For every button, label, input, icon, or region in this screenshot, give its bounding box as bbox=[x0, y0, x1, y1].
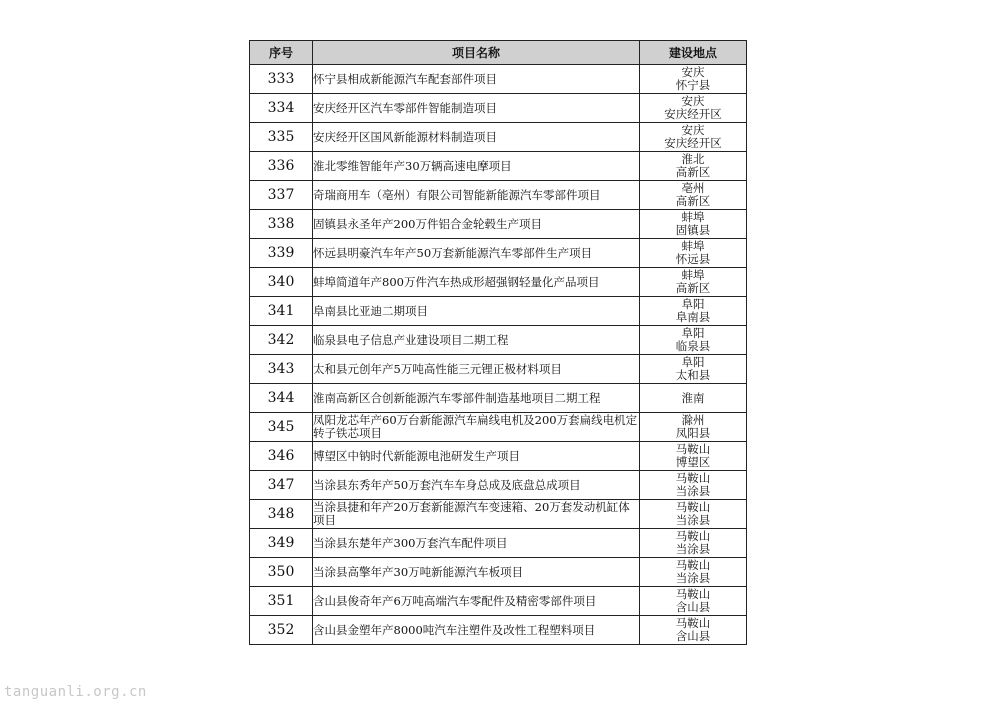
row-seq: 342 bbox=[250, 326, 313, 355]
location-city: 亳州 bbox=[681, 181, 705, 195]
row-location bbox=[640, 239, 747, 268]
row-seq: 338 bbox=[250, 210, 313, 239]
row-project-name: 阜南县比亚迪二期项目 bbox=[313, 297, 640, 326]
table-row bbox=[250, 529, 747, 558]
row-seq: 341 bbox=[250, 297, 313, 326]
row-seq: 348 bbox=[250, 500, 313, 529]
location-district: 含山县 bbox=[675, 629, 711, 643]
row-seq: 335 bbox=[250, 123, 313, 152]
location-city: 马鞍山 bbox=[675, 558, 711, 572]
table-row bbox=[250, 442, 747, 471]
row-seq: 347 bbox=[250, 471, 313, 500]
row-project-name: 当涂县东秀年产50万套汽车车身总成及底盘总成项目 bbox=[313, 471, 640, 500]
location-city: 马鞍山 bbox=[675, 500, 711, 514]
table-row bbox=[250, 239, 747, 268]
row-seq: 350 bbox=[250, 558, 313, 587]
row-location bbox=[640, 558, 747, 587]
row-project-name: 固镇县永圣年产200万件铝合金轮毂生产项目 bbox=[313, 210, 640, 239]
row-seq: 345 bbox=[250, 413, 313, 442]
row-location bbox=[640, 500, 747, 529]
row-seq: 352 bbox=[250, 616, 313, 645]
location-district: 固镇县 bbox=[675, 223, 711, 237]
table-body bbox=[250, 65, 747, 645]
location-city: 马鞍山 bbox=[675, 471, 711, 485]
location-city: 阜阳 bbox=[681, 326, 705, 340]
location-city: 蚌埠 bbox=[681, 268, 705, 282]
row-seq: 346 bbox=[250, 442, 313, 471]
row-location bbox=[640, 616, 747, 645]
row-project-name: 太和县元创年产5万吨高性能三元锂正极材料项目 bbox=[313, 355, 640, 384]
row-project-name: 含山县俊奇年产6万吨高端汽车零配件及精密零部件项目 bbox=[313, 587, 640, 616]
table-header-row bbox=[250, 41, 747, 65]
table-row bbox=[250, 384, 747, 413]
table-row bbox=[250, 558, 747, 587]
row-project-name: 临泉县电子信息产业建设项目二期工程 bbox=[313, 326, 640, 355]
row-project-name: 博望区中钠时代新能源电池研发生产项目 bbox=[313, 442, 640, 471]
location-city: 蚌埠 bbox=[681, 239, 705, 253]
row-location bbox=[640, 268, 747, 297]
location-district: 太和县 bbox=[675, 368, 711, 382]
row-project-name: 安庆经开区国风新能源材料制造项目 bbox=[313, 123, 640, 152]
row-location bbox=[640, 384, 747, 413]
row-location bbox=[640, 297, 747, 326]
location-city: 蚌埠 bbox=[681, 210, 705, 224]
table-row bbox=[250, 616, 747, 645]
table-row bbox=[250, 500, 747, 529]
table-row bbox=[250, 413, 747, 442]
location-city: 马鞍山 bbox=[675, 442, 711, 456]
row-location bbox=[640, 529, 747, 558]
location-district: 高新区 bbox=[675, 281, 711, 295]
header-location: 建设地点 bbox=[640, 41, 747, 65]
table-row bbox=[250, 297, 747, 326]
row-project-name: 怀远县明豪汽车年产50万套新能源汽车零部件生产项目 bbox=[313, 239, 640, 268]
location-city: 淮北 bbox=[681, 152, 705, 166]
row-seq: 339 bbox=[250, 239, 313, 268]
row-seq: 334 bbox=[250, 94, 313, 123]
location-city: 滁州 bbox=[681, 413, 705, 427]
row-location bbox=[640, 94, 747, 123]
location-district: 阜南县 bbox=[675, 310, 711, 324]
row-location bbox=[640, 181, 747, 210]
row-project-name: 含山县金塑年产8000吨汽车注塑件及改性工程塑料项目 bbox=[313, 616, 640, 645]
row-location bbox=[640, 587, 747, 616]
location-district: 当涂县 bbox=[675, 513, 711, 527]
header-name: 项目名称 bbox=[313, 41, 640, 65]
row-seq: 351 bbox=[250, 587, 313, 616]
table-row bbox=[250, 94, 747, 123]
table-row bbox=[250, 355, 747, 384]
row-location bbox=[640, 413, 747, 442]
table-row bbox=[250, 268, 747, 297]
location-city: 阜阳 bbox=[681, 297, 705, 311]
location-district: 怀宁县 bbox=[675, 78, 711, 92]
table-row bbox=[250, 152, 747, 181]
row-project-name: 当涂县高擎年产30万吨新能源汽车板项目 bbox=[313, 558, 640, 587]
row-project-name: 当涂县捷和年产20万套新能源汽车变速箱、20万套发动机缸体项目 bbox=[313, 500, 640, 529]
location-city: 马鞍山 bbox=[675, 529, 711, 543]
location-district: 当涂县 bbox=[675, 484, 711, 498]
location-city: 安庆 bbox=[681, 65, 705, 79]
location-district: 怀远县 bbox=[675, 252, 711, 266]
row-project-name: 凤阳龙芯年产60万台新能源汽车扁线电机及200万套扁线电机定转子铁芯项目 bbox=[313, 413, 640, 442]
row-project-name: 淮北零维智能年产30万辆高速电摩项目 bbox=[313, 152, 640, 181]
row-project-name: 淮南高新区合创新能源汽车零部件制造基地项目二期工程 bbox=[313, 384, 640, 413]
location-district: 安庆经开区 bbox=[664, 136, 722, 150]
location-city: 淮南 bbox=[681, 390, 705, 405]
row-project-name: 怀宁县相成新能源汽车配套部件项目 bbox=[313, 65, 640, 94]
location-district: 高新区 bbox=[675, 194, 711, 208]
table-row bbox=[250, 181, 747, 210]
location-district: 凤阳县 bbox=[675, 426, 711, 440]
row-seq: 349 bbox=[250, 529, 313, 558]
row-seq: 333 bbox=[250, 65, 313, 94]
row-location bbox=[640, 152, 747, 181]
table-row bbox=[250, 587, 747, 616]
row-location bbox=[640, 471, 747, 500]
location-city: 阜阳 bbox=[681, 355, 705, 369]
location-city: 安庆 bbox=[681, 123, 705, 137]
row-location bbox=[640, 326, 747, 355]
row-seq: 344 bbox=[250, 384, 313, 413]
row-project-name: 当涂县东楚年产300万套汽车配件项目 bbox=[313, 529, 640, 558]
row-project-name: 蚌埠简道年产800万件汽车热成形超强钢轻量化产品项目 bbox=[313, 268, 640, 297]
location-district: 高新区 bbox=[675, 165, 711, 179]
location-district: 临泉县 bbox=[675, 339, 711, 353]
row-location bbox=[640, 355, 747, 384]
row-location bbox=[640, 123, 747, 152]
location-city: 马鞍山 bbox=[675, 587, 711, 601]
location-district: 博望区 bbox=[675, 455, 711, 469]
location-district: 当涂县 bbox=[675, 542, 711, 556]
location-city: 安庆 bbox=[681, 94, 705, 108]
row-location bbox=[640, 210, 747, 239]
project-table bbox=[249, 40, 747, 645]
row-seq: 336 bbox=[250, 152, 313, 181]
row-seq: 337 bbox=[250, 181, 313, 210]
location-district: 当涂县 bbox=[675, 571, 711, 585]
watermark: tanguanli.org.cn bbox=[4, 684, 147, 700]
table-row bbox=[250, 210, 747, 239]
row-project-name: 奇瑞商用车（亳州）有限公司智能新能源汽车零部件项目 bbox=[313, 181, 640, 210]
row-location bbox=[640, 442, 747, 471]
table-row bbox=[250, 123, 747, 152]
row-location bbox=[640, 65, 747, 94]
table-row bbox=[250, 326, 747, 355]
row-project-name: 安庆经开区汽车零部件智能制造项目 bbox=[313, 94, 640, 123]
table-row bbox=[250, 65, 747, 94]
location-district: 含山县 bbox=[675, 600, 711, 614]
location-city: 马鞍山 bbox=[675, 616, 711, 630]
row-seq: 340 bbox=[250, 268, 313, 297]
row-seq: 343 bbox=[250, 355, 313, 384]
table-row bbox=[250, 471, 747, 500]
location-district: 安庆经开区 bbox=[664, 107, 722, 121]
header-seq: 序号 bbox=[250, 41, 313, 65]
